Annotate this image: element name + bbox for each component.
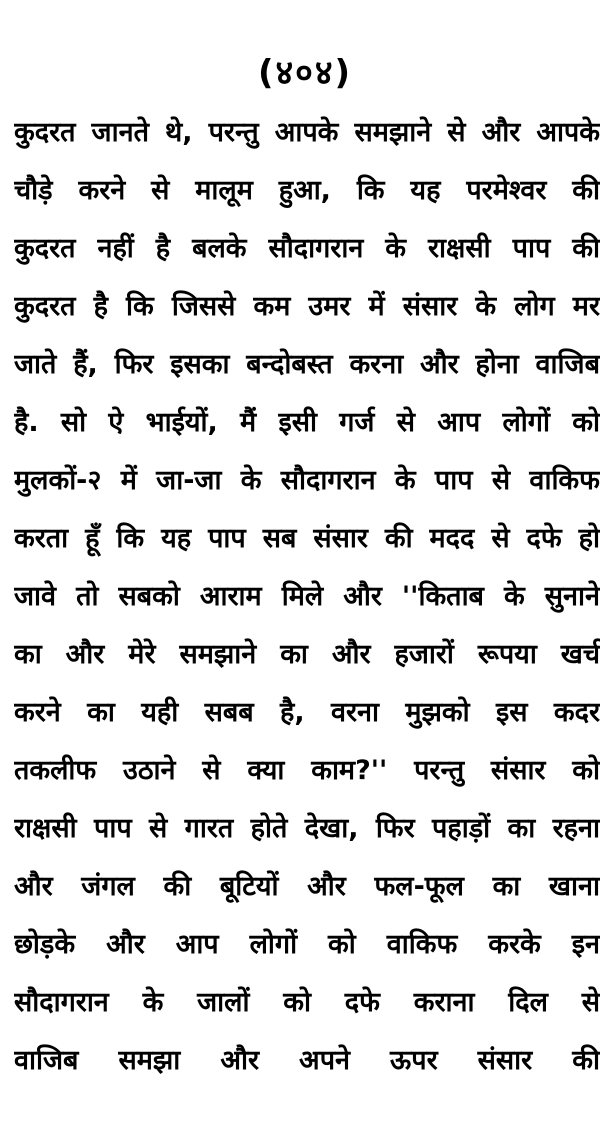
text-line: है. सो ऐ भाईयों, मैं इसी गर्ज से आप लोगों को [14,407,600,438]
body-text [14,104,600,1090]
text-line: चौड़े करने से मालूम हुआ, कि यह परमेश्वर की [14,175,600,206]
text-line: कुदरत नहीं है बलके सौदागरान के राक्षसी पाप की [14,233,600,264]
text-line: कुदरत जानते थे, परन्तु आपके समझाने से और आपके [14,117,600,148]
text-line: मुलकों-२ में जा-जा के सौदागरान के पाप से वाकिफ [14,465,600,496]
text-line: और जंगल की बूटियों और फल-फूल का खाना [14,871,600,902]
text-line: सौदागरान के जालों को दफे कराना दिल से [14,987,600,1018]
text-line: कुदरत है कि जिससे कम उमर में संसार के लोग मर [14,291,600,322]
text-line: जावे तो सबको आराम मिले और ''किताब के सुनाने [14,581,600,612]
page-number: (४०४) [257,53,353,93]
text-line: वाजिब समझा और अपने ऊपर संसार की [14,1045,600,1076]
text-line: छोड़के और आप लोगों को वाकिफ करके इन [14,929,600,960]
text-line: जाते हैं, फिर इसका बन्दोबस्त करना और होना वाजिब [14,349,600,380]
text-line: तकलीफ उठाने से क्या काम?'' परन्तु संसार को [14,755,600,786]
text-line: का और मेरे समझाने का और हजारों रूपया खर्च [14,639,600,670]
text-line: करता हूँ कि यह पाप सब संसार की मदद से दफे हो [14,523,600,554]
text-line: राक्षसी पाप से गारत होते देखा, फिर पहाड़ों का रहना [14,813,600,844]
text-line: करने का यही सबब है, वरना मुझको इस कदर [14,697,600,728]
